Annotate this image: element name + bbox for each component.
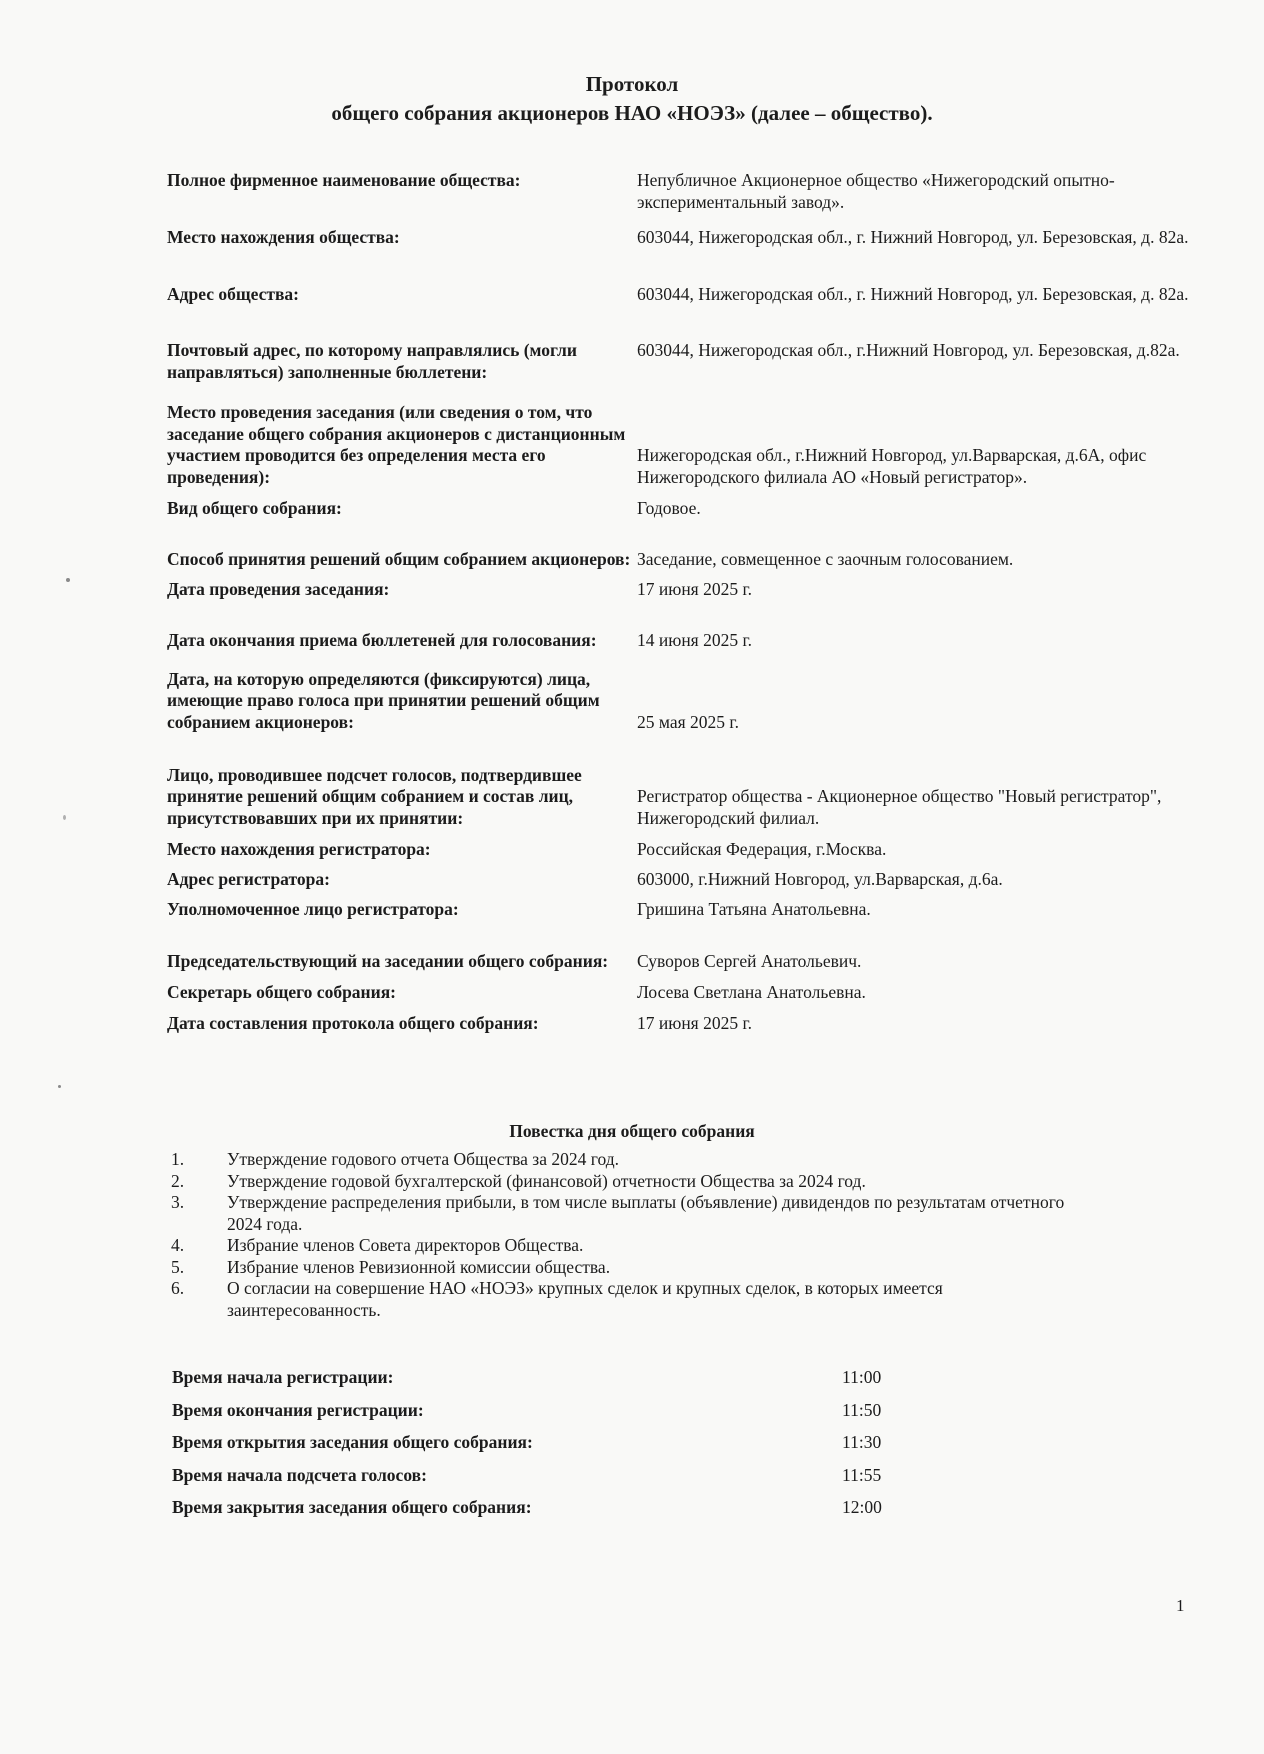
- time-label: Время начала регистрации:: [172, 1367, 394, 1387]
- agenda-item-text: О согласии на совершение НАО «НОЭЗ» крупных сделок и крупных сделок, в которых имеется заинтересованность.: [227, 1278, 943, 1320]
- info-value: 603044, Нижегородская обл., г. Нижний Новгород, ул. Березовская, д. 82а.: [637, 284, 1189, 304]
- page-number: 1: [1176, 1596, 1185, 1615]
- agenda-item: [171, 1278, 1211, 1321]
- agenda-list: [171, 1149, 1211, 1321]
- time-label: Время начала подсчета голосов:: [172, 1464, 427, 1485]
- time-value: 11:30: [842, 1432, 882, 1452]
- agenda-item-number: 6.: [171, 1278, 185, 1298]
- agenda-item-number: 2.: [171, 1170, 185, 1191]
- time-row: [172, 1432, 932, 1465]
- info-row: [167, 829, 1207, 860]
- info-value: Непубличное Акционерное общество «Нижегородский опытно-экспериментальный завод».: [637, 170, 1115, 212]
- info-label: Дата окончания приема бюллетеней для голосования:: [167, 629, 597, 650]
- agenda-item-text: Утверждение распределения прибыли, в том числе выплаты (объявление) дивидендов по результатам отчетного 2024 года.: [227, 1192, 1065, 1234]
- agenda-item: [171, 1149, 1211, 1171]
- info-row: [167, 340, 1207, 392]
- agenda-item: [171, 1192, 1211, 1235]
- time-row: [172, 1497, 932, 1530]
- company-info-table: [167, 170, 1207, 1034]
- info-label: Полное фирменное наименование общества:: [167, 170, 521, 190]
- agenda-item-text: Избрание членов Совета директоров Общества.: [227, 1235, 584, 1255]
- agenda-item-text: Утверждение годового отчета Общества за 2024 год.: [227, 1149, 619, 1169]
- info-row: [167, 570, 1207, 600]
- info-row: [167, 488, 1207, 519]
- info-row: [167, 972, 1207, 1003]
- info-label: Почтовый адрес, по которому направлялись (могли направляться) заполненные бюллетени:: [167, 340, 577, 382]
- info-label: Дата составления протокола общего собрания:: [167, 1012, 539, 1033]
- time-value: 11:00: [842, 1367, 882, 1387]
- info-value: Нижегородская обл., г.Нижний Новгород, ул.Варварская, д.6А, офис Нижегородского филиала АО «Новый регистратор».: [637, 445, 1147, 487]
- info-value: Годовое.: [637, 497, 701, 518]
- info-row: [167, 170, 1207, 227]
- time-label: Время закрытия заседания общего собрания:: [172, 1497, 532, 1517]
- info-value: 17 июня 2025 г.: [637, 1012, 753, 1033]
- agenda-title: Повестка дня общего собрания: [509, 1121, 755, 1141]
- info-label: Место нахождения общества:: [167, 227, 400, 247]
- info-label: Дата проведения заседания:: [167, 578, 390, 599]
- info-row: [167, 519, 1207, 570]
- info-row: [167, 890, 1207, 920]
- info-value: 603000, г.Нижний Новгород, ул.Варварская, д.6а.: [637, 868, 1003, 889]
- info-value: Лосева Светлана Анатольевна.: [637, 981, 866, 1002]
- info-value: Регистратор общества - Акционерное общество "Новый регистратор", Нижегородский филиал.: [637, 786, 1162, 828]
- time-row: [172, 1465, 932, 1498]
- agenda-item-number: 1.: [171, 1149, 185, 1169]
- info-row: [167, 392, 1207, 488]
- info-label: Способ принятия решений общим собранием акционеров:: [167, 548, 631, 569]
- info-label: Место нахождения регистратора:: [167, 838, 431, 859]
- info-label: Дата, на которую определяются (фиксируются) лица, имеющие право голоса при принятии решений общим собранием акционеров:: [167, 668, 600, 732]
- time-value: 11:55: [842, 1464, 882, 1485]
- agenda-item: [171, 1257, 1211, 1279]
- info-value: 603044, Нижегородская обл., г.Нижний Новгород, ул. Березовская, д.82а.: [637, 340, 1180, 360]
- info-label: Адрес общества:: [167, 284, 299, 304]
- info-label: Председательствующий на заседании общего собрания:: [167, 950, 609, 971]
- agenda-item: [171, 1171, 1211, 1193]
- scan-mark: [66, 578, 70, 582]
- info-value: Российская Федерация, г.Москва.: [637, 838, 887, 859]
- info-row: [167, 651, 1207, 733]
- info-row: [167, 284, 1207, 340]
- scan-mark: [63, 815, 66, 820]
- time-value: 12:00: [842, 1497, 882, 1517]
- agenda-item-text: Избрание членов Ревизионной комиссии общества.: [227, 1256, 611, 1277]
- info-value: 14 июня 2025 г.: [637, 629, 753, 650]
- info-value: Гришина Татьяна Анатольевна.: [637, 898, 871, 919]
- agenda-item-text: Утверждение годовой бухгалтерской (финансовой) отчетности Общества за 2024 год.: [227, 1170, 866, 1191]
- agenda-item: [171, 1235, 1211, 1257]
- document-title: Протокол: [585, 72, 679, 96]
- info-row: [167, 860, 1207, 890]
- info-label: Вид общего собрания:: [167, 497, 342, 518]
- info-label: Секретарь общего собрания:: [167, 981, 397, 1002]
- agenda-item-number: 5.: [171, 1256, 185, 1277]
- scan-mark: [58, 1085, 61, 1088]
- agenda-item-number: 4.: [171, 1235, 185, 1255]
- agenda-item-number: 3.: [171, 1192, 185, 1212]
- time-label: Время окончания регистрации:: [172, 1399, 424, 1420]
- info-row: [167, 1003, 1207, 1034]
- document-subtitle: общего собрания акционеров НАО «НОЭЗ» (далее – общество).: [331, 101, 933, 125]
- info-row: [167, 600, 1207, 651]
- info-value: 25 мая 2025 г.: [637, 711, 739, 732]
- time-value: 11:50: [842, 1399, 882, 1420]
- info-label: Адрес регистратора:: [167, 868, 330, 889]
- info-value: Заседание, совмещенное с заочным голосованием.: [637, 548, 1014, 569]
- info-value: 17 июня 2025 г.: [637, 578, 753, 599]
- info-row: [167, 733, 1207, 829]
- info-value: Суворов Сергей Анатольевич.: [637, 950, 862, 971]
- info-value: 603044, Нижегородская обл., г. Нижний Новгород, ул. Березовская, д. 82а.: [637, 227, 1189, 247]
- info-label: Уполномоченное лицо регистратора:: [167, 898, 459, 919]
- info-row: [167, 920, 1207, 972]
- info-label: Лицо, проводившее подсчет голосов, подтвердившее принятие решений общим собранием и состав лиц, присутствовавших при их принятии:: [167, 764, 582, 828]
- info-row: [167, 227, 1207, 284]
- time-row: [172, 1367, 932, 1400]
- time-label: Время открытия заседания общего собрания:: [172, 1432, 533, 1452]
- info-label: Место проведения заседания (или сведения о том, что заседание общего собрания акционеров с дистанционным участием проводится без определения места его проведения):: [167, 402, 626, 487]
- time-row: [172, 1400, 932, 1433]
- meeting-times-table: [172, 1367, 932, 1530]
